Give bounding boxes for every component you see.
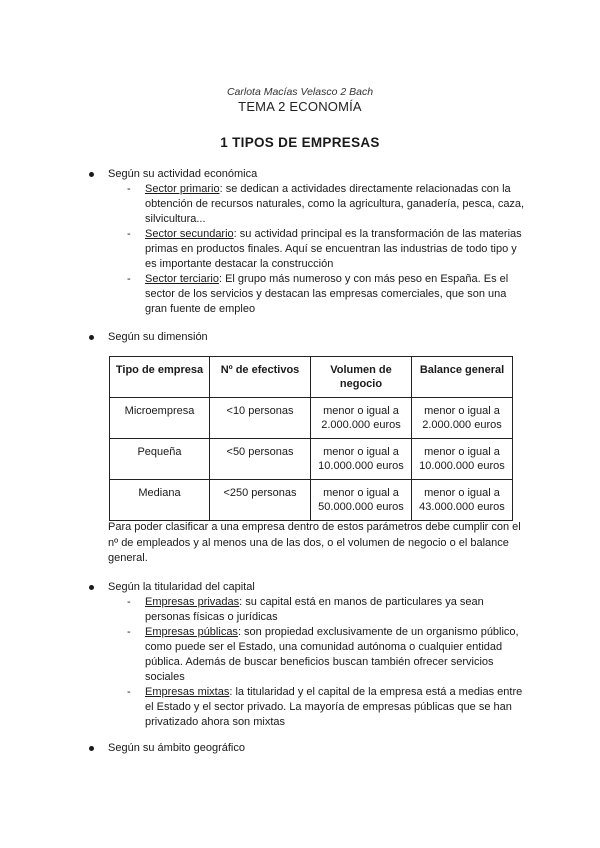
term-label: Sector secundario xyxy=(145,228,234,240)
text-line: : son propiedad exclusivamente de un organismo público, xyxy=(237,626,519,638)
text-line: : la titularidad y el capital de la empresa está a medias entre xyxy=(229,686,523,698)
table-header-cell: Nº de efectivos xyxy=(210,357,311,398)
table-cell: Mediana xyxy=(110,480,210,521)
bullet-label: Según la titularidad del capital xyxy=(108,581,255,593)
text-line: privatizado ahora son mixtas xyxy=(145,716,286,728)
bullet-icon xyxy=(89,585,94,590)
section-titularidad xyxy=(0,580,600,730)
bullet-item xyxy=(0,580,600,595)
text-line: sociales xyxy=(145,671,185,683)
dash-icon: - xyxy=(127,626,131,638)
text-line: pública. Además de buscar beneficios buscan también ofrecer servicios xyxy=(145,656,494,668)
sub-item-terciario xyxy=(0,272,530,317)
bullet-item xyxy=(0,330,600,345)
text-line: sector de los servicios y destacan las empresas comerciales, que son una xyxy=(145,288,507,300)
bullet-icon xyxy=(89,335,94,340)
table-cell: menor o igual a 50.000.000 euros xyxy=(311,480,412,521)
table-cell: menor o igual a 43.000.000 euros xyxy=(412,480,513,521)
bullet-icon xyxy=(89,172,94,177)
section-geografico xyxy=(0,741,600,756)
table-header-cell: Tipo de empresa xyxy=(110,357,210,398)
text-line: silvicultura... xyxy=(145,213,206,225)
bullet-label: Según su dimensión xyxy=(108,331,208,343)
term-label: Empresas públicas xyxy=(145,626,238,638)
subject-heading: TEMA 2 ECONOMÍA xyxy=(238,99,362,114)
table-cell: Microempresa xyxy=(110,398,210,439)
section-dimension xyxy=(0,330,600,345)
table-row xyxy=(110,398,513,439)
bullet-label: Según su actividad económica xyxy=(108,168,258,180)
sub-item-secundario xyxy=(0,227,530,272)
table-cell: menor o igual a 2.000.000 euros xyxy=(311,398,412,439)
table-cell: <50 personas xyxy=(210,439,311,480)
text-line: nº de empleados y al menos una de las dos, o el volumen de negocio o el balance xyxy=(108,536,509,549)
text-line: es importante destacar la construcción xyxy=(145,258,334,270)
text-line: general. xyxy=(108,552,148,564)
term-label: Empresas privadas xyxy=(145,596,240,608)
bullet-icon xyxy=(89,746,94,751)
text-line: : se dedican a actividades directamente relacionadas con la xyxy=(219,183,511,195)
company-size-table xyxy=(109,356,513,521)
section-actividad xyxy=(0,167,600,317)
bullet-label: Según su ámbito geográfico xyxy=(108,742,245,754)
table-cell: <250 personas xyxy=(210,480,311,521)
text-line: Para poder clasificar a una empresa dentro de estos parámetros debe cumplir con el xyxy=(108,521,521,533)
term-label: Sector terciario xyxy=(145,273,219,285)
dash-icon: - xyxy=(127,183,131,195)
dash-icon: - xyxy=(127,596,131,608)
bullet-item xyxy=(0,167,600,182)
text-line: : su capital está en manos de particulares ya sean xyxy=(239,596,484,608)
dash-icon: - xyxy=(127,686,131,698)
dash-icon: - xyxy=(127,228,131,240)
text-line: gran fuente de empleo xyxy=(145,303,256,315)
table-cell: Pequeña xyxy=(110,439,210,480)
term-label: Sector primario xyxy=(145,183,220,195)
author-line: Carlota Macías Velasco 2 Bach xyxy=(226,86,374,98)
term-label: Empresas mixtas xyxy=(145,686,230,698)
sub-item-publicas xyxy=(0,625,530,685)
text-line: : su actividad principal es la transformación de las materias xyxy=(233,228,522,240)
text-line: : El grupo más numeroso y con más peso en España. Es el xyxy=(218,273,509,285)
text-line: personas físicas o jurídicas xyxy=(145,611,278,623)
table-row xyxy=(110,480,513,521)
page-title: 1 TIPOS DE EMPRESAS xyxy=(220,135,380,150)
text-line: primas en productos finales. Aquí se encuentran las industrias de todo tipo y xyxy=(145,243,517,255)
table-cell: menor o igual a 2.000.000 euros xyxy=(412,398,513,439)
table-header-cell: Balance general xyxy=(412,357,513,398)
table-cell: <10 personas xyxy=(210,398,311,439)
table-cell: menor o igual a 10.000.000 euros xyxy=(311,439,412,480)
text-line: obtención de recursos naturales, como la agricultura, ganadería, pesca, caza, xyxy=(145,198,525,210)
sub-item-mixtas xyxy=(0,685,530,730)
dash-icon: - xyxy=(127,273,131,285)
dimension-note xyxy=(108,520,528,567)
text-line: como puede ser el Estado, una comunidad autónoma o cualquier entidad xyxy=(145,641,503,653)
bullet-item xyxy=(0,741,600,756)
text-line: el Estado y el sector privado. La mayoría de empresas públicas que se han xyxy=(145,701,512,713)
table-header-row xyxy=(110,357,513,398)
sub-item-privadas xyxy=(0,595,530,625)
table-header-cell: Volumen de negocio xyxy=(311,357,412,398)
table-row xyxy=(110,439,513,480)
sub-item-primario xyxy=(0,182,530,227)
table-cell: menor o igual a 10.000.000 euros xyxy=(412,439,513,480)
